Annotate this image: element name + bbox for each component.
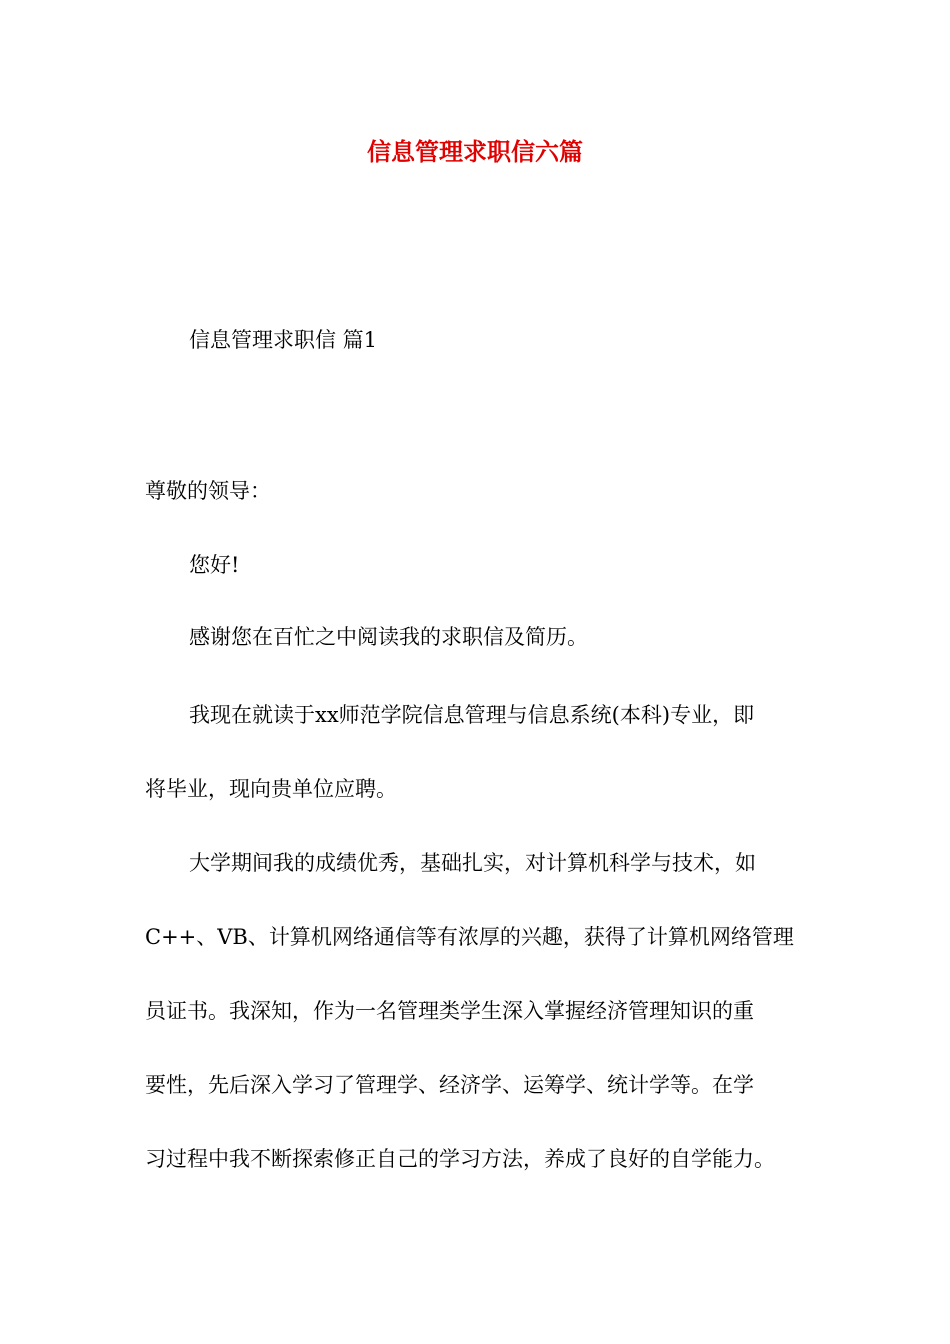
body-line: 我现在就读于xx师范学院信息管理与信息系统(本科)专业，即 <box>189 703 755 727</box>
body-line: 习过程中我不断探索修正自己的学习方法，养成了良好的自学能力。 <box>145 1147 775 1171</box>
body-line: 要性，先后深入学习了管理学、经济学、运筹学、统计学等。在学 <box>145 1073 754 1097</box>
section-heading: 信息管理求职信 篇1 <box>189 328 378 352</box>
greeting: 您好! <box>189 553 240 577</box>
body-line: 员证书。我深知，作为一名管理类学生深入掌握经济管理知识的重 <box>145 999 754 1023</box>
document-title: 信息管理求职信六篇 <box>367 138 583 166</box>
body-line: 将毕业，现向贵单位应聘。 <box>145 777 397 801</box>
body-line: 感谢您在百忙之中阅读我的求职信及简历。 <box>189 625 588 649</box>
salutation: 尊敬的领导： <box>145 479 271 503</box>
body-line: C++、VB、计算机网络通信等有浓厚的兴趣，获得了计算机网络管理 <box>145 925 794 949</box>
body-line: 大学期间我的成绩优秀，基础扎实，对计算机科学与技术，如 <box>189 851 756 875</box>
